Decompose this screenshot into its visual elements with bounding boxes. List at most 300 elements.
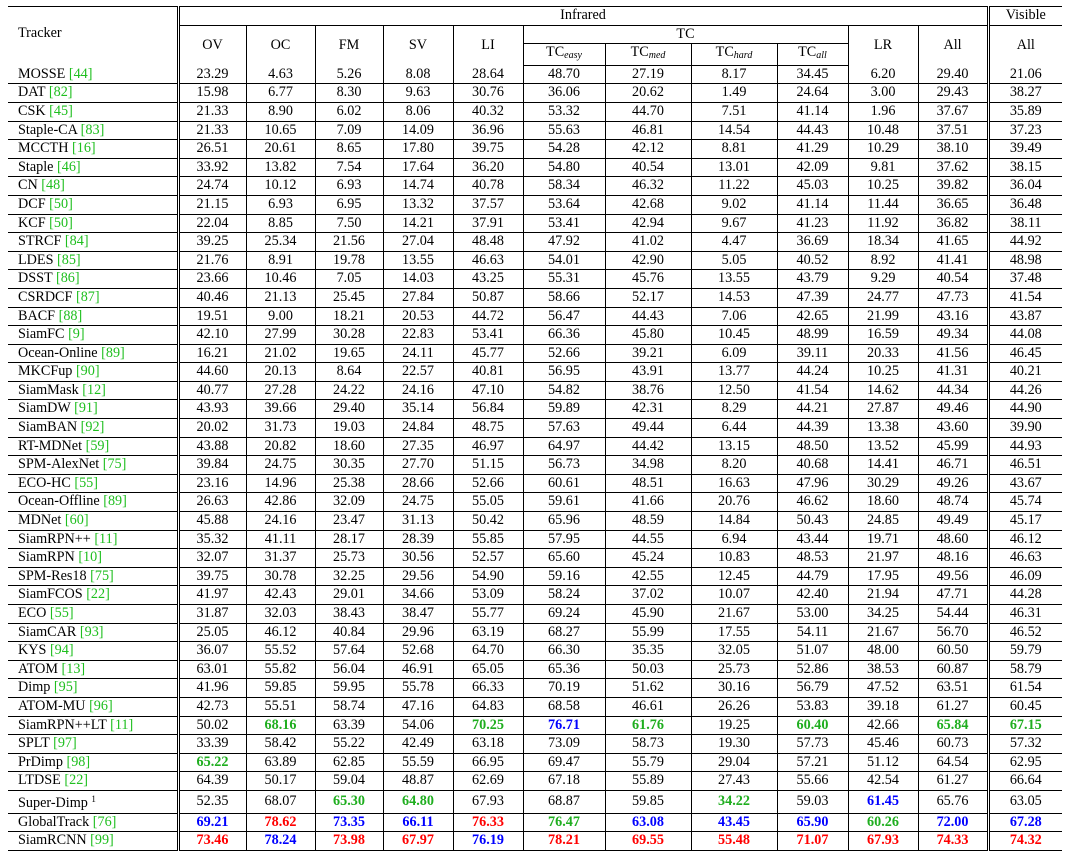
score-cell: 28.17 (315, 530, 383, 549)
score-cell: 48.87 (383, 772, 453, 791)
score-cell: 14.21 (383, 214, 453, 233)
tracker-name: KCF (18, 214, 46, 231)
score-cell: 42.49 (383, 735, 453, 754)
score-cell: 55.59 (383, 753, 453, 772)
score-cell: 45.88 (178, 512, 246, 531)
score-cell: 21.94 (848, 586, 918, 605)
score-cell: 9.00 (246, 307, 315, 326)
score-cell: 37.67 (918, 102, 988, 121)
score-cell: 76.47 (523, 813, 605, 832)
score-cell: 47.52 (848, 679, 918, 698)
score-cell: 22.83 (383, 326, 453, 345)
score-cell: 47.92 (523, 233, 605, 252)
score-cell: 21.67 (848, 623, 918, 642)
tracker-name-cell (8, 772, 172, 791)
score-cell: 38.43 (315, 605, 383, 624)
tracker-name-cell (8, 437, 172, 456)
score-cell: 27.43 (691, 772, 777, 791)
score-cell: 17.80 (383, 140, 453, 159)
score-cell: 28.64 (453, 65, 523, 84)
score-cell: 52.66 (453, 474, 523, 493)
score-cell: 46.31 (988, 605, 1062, 624)
score-cell: 55.66 (777, 772, 848, 791)
score-cell: 31.37 (246, 549, 315, 568)
table-row (8, 549, 1062, 568)
tracker-name: CN (18, 177, 38, 194)
score-cell: 59.85 (246, 679, 315, 698)
citation-link[interactable]: [12] (82, 381, 106, 398)
score-cell: 6.20 (848, 65, 918, 84)
score-cell: 67.28 (988, 813, 1062, 832)
citation-link[interactable]: [91] (74, 400, 98, 417)
citation-link[interactable]: [94] (49, 642, 74, 659)
score-cell: 43.67 (988, 474, 1062, 493)
score-cell: 21.97 (848, 549, 918, 568)
score-cell: 69.47 (523, 753, 605, 772)
citation-link[interactable]: [22] (64, 772, 89, 789)
score-cell: 9.67 (691, 214, 777, 233)
score-cell: 43.60 (918, 419, 988, 438)
tracker-name: LDES (18, 251, 54, 268)
score-cell: 47.16 (383, 697, 453, 716)
table-row (8, 251, 1062, 270)
tracker-name-cell (8, 697, 172, 716)
score-cell: 59.89 (523, 400, 605, 419)
tracker-name-cell (8, 567, 172, 586)
score-cell: 43.93 (178, 400, 246, 419)
tracker-name: ECO-HC (18, 474, 71, 491)
tracker-name-cell (8, 251, 172, 270)
score-cell: 30.35 (315, 456, 383, 475)
citation-link[interactable]: [10] (78, 549, 102, 566)
score-cell: 45.77 (453, 344, 523, 363)
score-cell: 48.60 (918, 530, 988, 549)
score-cell: 56.95 (523, 363, 605, 382)
score-cell: 64.80 (383, 790, 453, 813)
score-cell: 61.27 (918, 772, 988, 791)
score-cell: 29.01 (315, 586, 383, 605)
score-cell: 57.95 (523, 530, 605, 549)
score-cell: 5.26 (315, 65, 383, 84)
score-cell: 43.44 (777, 530, 848, 549)
score-cell: 37.51 (918, 121, 988, 140)
score-cell: 7.54 (315, 158, 383, 177)
score-cell: 13.52 (848, 437, 918, 456)
score-cell: 50.02 (178, 716, 246, 735)
score-cell: 27.35 (383, 437, 453, 456)
score-cell: 46.12 (246, 623, 315, 642)
score-cell: 48.75 (453, 419, 523, 438)
score-cell: 42.94 (605, 214, 691, 233)
score-cell: 60.50 (918, 642, 988, 661)
score-cell: 21.15 (178, 195, 246, 214)
table-row (8, 660, 1062, 679)
score-cell: 64.54 (918, 753, 988, 772)
citation-link[interactable]: [75] (102, 456, 127, 473)
score-cell: 46.32 (605, 177, 691, 196)
score-cell: 24.16 (246, 512, 315, 531)
score-cell: 59.79 (988, 642, 1062, 661)
score-cell: 17.64 (383, 158, 453, 177)
table-row (8, 790, 1062, 813)
score-cell: 49.56 (918, 567, 988, 586)
score-cell: 10.25 (848, 177, 918, 196)
score-cell: 46.71 (918, 456, 988, 475)
table-row (8, 177, 1062, 196)
score-cell: 44.72 (453, 307, 523, 326)
score-cell: 58.79 (988, 660, 1062, 679)
score-cell: 26.63 (178, 493, 246, 512)
tracker-name-cell (8, 642, 172, 661)
score-cell: 50.43 (777, 512, 848, 531)
score-cell: 13.38 (848, 419, 918, 438)
citation-link[interactable]: [46] (57, 158, 81, 175)
citation-link[interactable]: [59] (85, 437, 110, 454)
citation-link[interactable]: [9] (68, 326, 85, 343)
tracker-name-cell (8, 530, 172, 549)
score-cell: 39.18 (848, 697, 918, 716)
table-row (8, 567, 1062, 586)
citation-link[interactable]: [86] (55, 270, 80, 287)
score-cell: 4.47 (691, 233, 777, 252)
score-cell: 63.19 (453, 623, 523, 642)
score-cell: 8.64 (315, 363, 383, 382)
score-cell: 32.05 (691, 642, 777, 661)
score-cell: 13.77 (691, 363, 777, 382)
score-cell: 57.63 (523, 419, 605, 438)
score-cell: 19.30 (691, 735, 777, 754)
score-cell: 24.64 (777, 84, 848, 103)
score-cell: 19.78 (315, 251, 383, 270)
score-cell: 48.70 (523, 65, 605, 84)
score-cell: 31.87 (178, 605, 246, 624)
score-cell: 45.46 (848, 735, 918, 754)
score-cell: 36.82 (918, 214, 988, 233)
score-cell: 53.64 (523, 195, 605, 214)
score-cell: 65.22 (178, 753, 246, 772)
score-cell: 65.30 (315, 790, 383, 813)
score-cell: 16.63 (691, 474, 777, 493)
tracker-name-cell (8, 326, 172, 345)
score-cell: 48.00 (848, 642, 918, 661)
score-cell: 41.23 (777, 214, 848, 233)
score-cell: 66.36 (523, 326, 605, 345)
tracker-name: LTDSE (18, 772, 61, 789)
score-cell: 44.43 (605, 307, 691, 326)
score-cell: 37.02 (605, 586, 691, 605)
score-cell: 42.31 (605, 400, 691, 419)
score-cell: 58.66 (523, 288, 605, 307)
table-row (8, 679, 1062, 698)
score-cell: 34.98 (605, 456, 691, 475)
citation-link[interactable]: [98] (66, 753, 91, 770)
tracker-name: MKCFup (18, 363, 73, 380)
score-cell: 20.33 (848, 344, 918, 363)
citation-link[interactable]: [55] (49, 605, 74, 621)
tracker-name: SiamRPN++ (18, 530, 91, 547)
citation-link[interactable]: [92] (80, 419, 105, 436)
citation-link[interactable]: [93] (79, 623, 104, 640)
citation-link[interactable]: [89] (101, 344, 125, 361)
citation-link[interactable]: [45] (49, 102, 73, 119)
score-cell: 35.35 (605, 642, 691, 661)
score-cell: 18.21 (315, 307, 383, 326)
table-row (8, 419, 1062, 438)
score-cell: 27.87 (848, 400, 918, 419)
score-cell: 65.90 (777, 813, 848, 832)
citation-link[interactable]: [76] (92, 813, 117, 830)
score-cell: 39.11 (777, 344, 848, 363)
score-cell: 73.98 (315, 832, 383, 851)
table-row (8, 642, 1062, 661)
score-cell: 13.32 (383, 195, 453, 214)
score-cell: 24.74 (178, 177, 246, 196)
citation-link[interactable]: [84] (64, 233, 89, 250)
citation-link[interactable]: [95] (53, 679, 78, 696)
score-cell: 30.76 (453, 84, 523, 103)
score-cell: 39.66 (246, 400, 315, 419)
col-header-tc-easy: $TC_{easy}$ (523, 44, 605, 66)
score-cell: 45.80 (605, 326, 691, 345)
score-cell: 40.78 (453, 177, 523, 196)
score-cell: 14.62 (848, 381, 918, 400)
table-row (8, 530, 1062, 549)
table-row (8, 195, 1062, 214)
citation-link[interactable]: [13] (61, 660, 86, 677)
score-cell: 44.55 (605, 530, 691, 549)
score-cell: 61.54 (988, 679, 1062, 698)
score-cell: 22.57 (383, 363, 453, 382)
score-cell: 11.22 (691, 177, 777, 196)
table-row (8, 493, 1062, 512)
col-header-visible-all: All (1016, 36, 1035, 53)
score-cell: 32.03 (246, 605, 315, 624)
citation-link[interactable]: [48] (41, 177, 65, 194)
score-cell: 6.94 (691, 530, 777, 549)
citation-link[interactable]: [99] (90, 832, 114, 849)
score-cell: 55.82 (246, 660, 315, 679)
score-cell: 42.09 (777, 158, 848, 177)
score-cell: 15.98 (178, 84, 246, 103)
score-cell: 41.96 (178, 679, 246, 698)
score-cell: 53.41 (453, 326, 523, 345)
citation-link[interactable]: [22] (86, 586, 110, 603)
score-cell: 53.00 (777, 605, 848, 624)
score-cell: 60.87 (918, 660, 988, 679)
tracker-name: SiamRCNN (18, 832, 87, 849)
score-cell: 29.56 (383, 567, 453, 586)
tracker-name: GlobalTrack (18, 813, 90, 830)
col-header-tc-hard: $TC_{hard}$ (691, 44, 777, 66)
score-cell: 56.79 (777, 679, 848, 698)
score-cell: 46.63 (988, 549, 1062, 568)
score-cell: 61.76 (605, 716, 691, 735)
score-cell: 25.34 (246, 233, 315, 252)
tracker-name: BACF (18, 307, 56, 324)
score-cell: 55.99 (605, 623, 691, 642)
score-cell: 54.90 (453, 567, 523, 586)
tracker-name-cell (8, 735, 172, 754)
citation-link[interactable]: [87] (75, 288, 100, 305)
score-cell: 21.02 (246, 344, 315, 363)
citation-link[interactable]: [55] (74, 474, 98, 491)
score-cell: 8.17 (691, 65, 777, 84)
score-cell: 21.56 (315, 233, 383, 252)
score-cell: 45.99 (918, 437, 988, 456)
score-cell: 60.40 (777, 716, 848, 735)
score-cell: 25.38 (315, 474, 383, 493)
score-cell: 32.07 (178, 549, 246, 568)
score-cell: 36.96 (453, 121, 523, 140)
score-cell: 10.29 (848, 140, 918, 159)
tracker-name: Staple (18, 158, 54, 175)
results-table (8, 6, 1062, 851)
citation-link[interactable]: [85] (57, 251, 81, 268)
score-cell: 43.87 (988, 307, 1062, 326)
col-header-li: LI (453, 25, 523, 65)
score-cell: 62.69 (453, 772, 523, 791)
score-cell: 71.07 (777, 832, 848, 851)
tracker-name: SiamDW (18, 400, 71, 417)
score-cell: 63.18 (453, 735, 523, 754)
tracker-name-cell (8, 84, 172, 103)
tracker-name-cell (8, 549, 172, 568)
score-cell: 44.70 (605, 102, 691, 121)
score-cell: 48.16 (918, 549, 988, 568)
score-cell: 28.39 (383, 530, 453, 549)
score-cell: 27.70 (383, 456, 453, 475)
score-cell: 4.63 (246, 65, 315, 84)
citation-link[interactable]: [89] (103, 493, 127, 510)
score-cell: 26.26 (691, 697, 777, 716)
score-cell: 60.45 (988, 697, 1062, 716)
score-cell: 8.90 (246, 102, 315, 121)
score-cell: 47.10 (453, 381, 523, 400)
score-cell: 42.10 (178, 326, 246, 345)
tracker-name-cell (8, 307, 172, 326)
citation-link[interactable]: [88] (58, 307, 83, 324)
citation-link[interactable]: [83] (80, 121, 105, 138)
score-cell: 45.24 (605, 549, 691, 568)
score-cell: 43.45 (691, 813, 777, 832)
score-cell: 67.93 (848, 832, 918, 851)
score-cell: 59.04 (315, 772, 383, 791)
score-cell: 13.01 (691, 158, 777, 177)
score-cell: 7.51 (691, 102, 777, 121)
tracker-name: SPLT (18, 735, 50, 752)
score-cell: 34.25 (848, 605, 918, 624)
citation-link[interactable]: [50] (49, 195, 73, 212)
score-cell: 19.71 (848, 530, 918, 549)
score-cell: 55.52 (246, 642, 315, 661)
score-cell: 59.95 (315, 679, 383, 698)
citation-link[interactable]: [96] (89, 697, 113, 714)
table-row (8, 772, 1062, 791)
tracker-name-cell (8, 400, 172, 419)
score-cell: 55.79 (605, 753, 691, 772)
score-cell: 50.42 (453, 512, 523, 531)
score-cell: 46.61 (605, 697, 691, 716)
citation-link[interactable]: [44] (68, 65, 93, 82)
score-cell: 43.88 (178, 437, 246, 456)
tracker-name: ATOM-MU (18, 697, 86, 714)
score-cell: 65.84 (918, 716, 988, 735)
score-cell: 48.50 (777, 437, 848, 456)
results-body (8, 65, 1062, 850)
score-cell: 21.67 (691, 605, 777, 624)
score-cell: 17.55 (691, 623, 777, 642)
tracker-name: RT-MDNet (18, 437, 83, 454)
score-cell: 68.87 (523, 790, 605, 813)
tracker-name-cell (8, 660, 172, 679)
score-cell: 65.05 (453, 660, 523, 679)
score-cell: 11.44 (848, 195, 918, 214)
score-cell: 59.03 (777, 790, 848, 813)
tracker-name: STRCF (18, 233, 62, 250)
score-cell: 10.48 (848, 121, 918, 140)
score-cell: 54.11 (777, 623, 848, 642)
score-cell: 10.25 (848, 363, 918, 382)
tracker-name-cell (8, 586, 172, 605)
score-cell: 43.25 (453, 270, 523, 289)
score-cell: 27.19 (605, 65, 691, 84)
score-cell: 44.42 (605, 437, 691, 456)
score-cell: 38.47 (383, 605, 453, 624)
citation-link[interactable]: [60] (64, 512, 89, 529)
table-row (8, 474, 1062, 493)
table-row (8, 437, 1062, 456)
citation-link[interactable]: [11] (94, 530, 118, 547)
citation-link[interactable]: [11] (110, 716, 134, 733)
score-cell: 7.50 (315, 214, 383, 233)
score-cell: 23.16 (178, 474, 246, 493)
citation-link[interactable]: [82] (48, 84, 73, 101)
score-cell: 53.83 (777, 697, 848, 716)
score-cell: 21.76 (178, 251, 246, 270)
score-cell: 27.99 (246, 326, 315, 345)
score-cell: 52.86 (777, 660, 848, 679)
score-cell: 63.89 (246, 753, 315, 772)
score-cell: 56.84 (453, 400, 523, 419)
score-cell: 66.64 (988, 772, 1062, 791)
score-cell: 6.95 (315, 195, 383, 214)
score-cell: 37.62 (918, 158, 988, 177)
score-cell: 24.75 (246, 456, 315, 475)
citation-link[interactable]: [75] (90, 567, 114, 584)
tracker-name: Ocean-Offline (18, 493, 100, 510)
score-cell: 42.40 (777, 586, 848, 605)
tracker-name-cell (8, 419, 172, 438)
score-cell: 7.09 (315, 121, 383, 140)
score-cell: 39.75 (453, 140, 523, 159)
citation-link[interactable]: [50] (49, 214, 73, 231)
tracker-name: SPM-AlexNet (18, 456, 100, 473)
citation-link[interactable]: [97] (53, 735, 77, 752)
score-cell: 29.96 (383, 623, 453, 642)
score-cell: 10.46 (246, 270, 315, 289)
score-cell: 18.60 (315, 437, 383, 456)
score-cell: 35.89 (988, 102, 1062, 121)
citation-link[interactable]: [90] (75, 363, 100, 380)
score-cell: 19.25 (691, 716, 777, 735)
citation-link[interactable]: [16] (72, 140, 96, 157)
score-cell: 20.53 (383, 307, 453, 326)
score-cell: 47.71 (918, 586, 988, 605)
score-cell: 24.77 (848, 288, 918, 307)
score-cell: 40.68 (777, 456, 848, 475)
infrared-header: Infrared (178, 7, 988, 26)
tracker-name: Dimp (18, 679, 51, 696)
